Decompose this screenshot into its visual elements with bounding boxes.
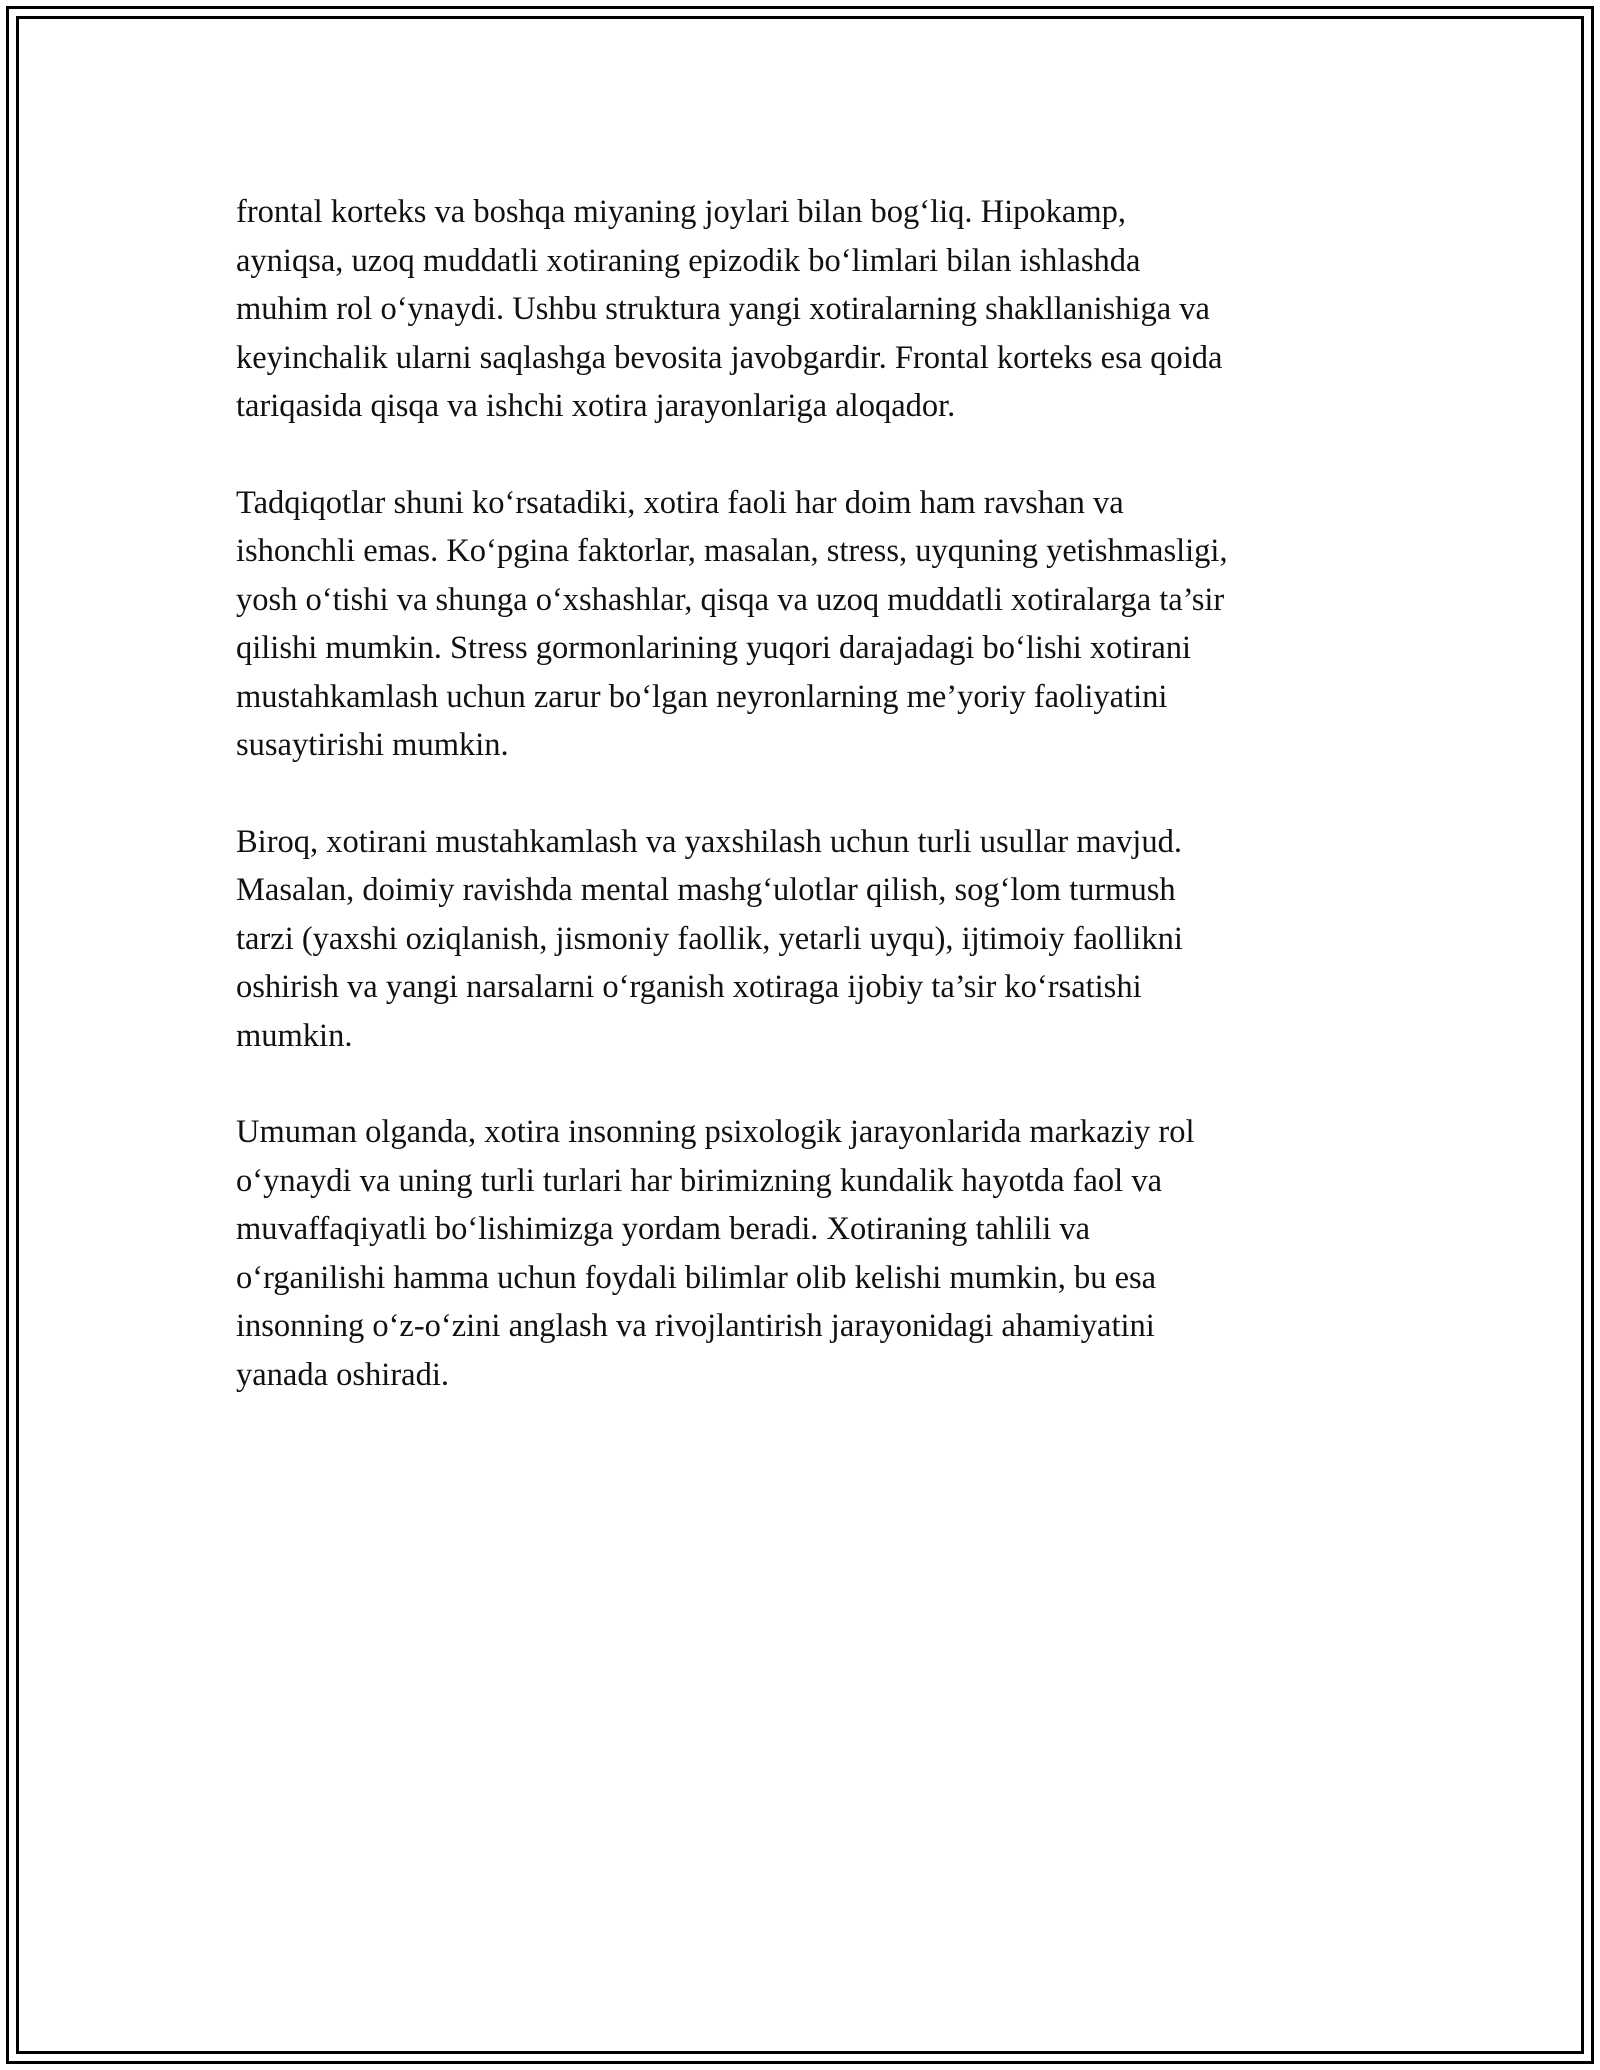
paragraph-memory-improvement: Biroq, xotirani mustahkamlash va yaxshilash uchun turli usullar mavjud. Masalan, doimiy ravishda mental mashg‘ulotlar qilish, sog‘lom turmush tarzi (yaxshi oziqlanish, jismoniy faollik, yetarli uyqu), ijtimoiy faollikni oshirish va yangi narsalarni o‘rganish xotiraga ijobiy ta’sir ko‘rsatishi mumkin. bbox=[236, 823, 1183, 1054]
paragraph-conclusion: Umuman olganda, xotira insonning psixologik jarayonlarida markaziy rol o‘ynaydi va uning turli turlari har birimizning kundalik hayotda faol va muvaffaqiyatli bo‘lishimizga yordam beradi. Xotiraning tahlili va o‘rganilishi hamma uchun foydali bilimlar olib kelishi mumkin, bu esa insonning o‘z-o‘zini anglash va rivojlantirish jarayonidagi ahamiyatini yanada oshiradi. bbox=[236, 1114, 1195, 1393]
paragraph-memory-brain-regions: frontal korteks va boshqa miyaning joylari bilan bog‘liq. Hipokamp, ayniqsa, uzoq muddatli xotiraning epizodik bo‘limlari bilan ishlashda muhim rol o‘ynaydi. Ushbu struktura yangi xotiralarning shakllanishiga va keyinchalik ularni saqlashga bevosita javobgardir. Frontal korteks esa qoida tariqasida qisqa va ishchi xotira jarayonlariga aloqador. bbox=[236, 194, 1223, 424]
paragraph-memory-factors: Tadqiqotlar shuni ko‘rsatadiki, xotira faoli har doim ham ravshan va ishonchli emas. Ko‘pgina faktorlar, masalan, stress, uyquning yetishmasligi, yosh o‘tishi va shunga o‘xshashlar, qisqa va uzoq muddatli xotiralarga ta’sir qilishi mumkin. Stress gormonlarining yuqori darajadagi bo‘lishi xotirani mustahkamlash uchun zarur bo‘lgan neyronlarning me’yoriy faoliyatini susaytirishi mumkin. bbox=[236, 484, 1228, 763]
document-body bbox=[236, 188, 1366, 1399]
